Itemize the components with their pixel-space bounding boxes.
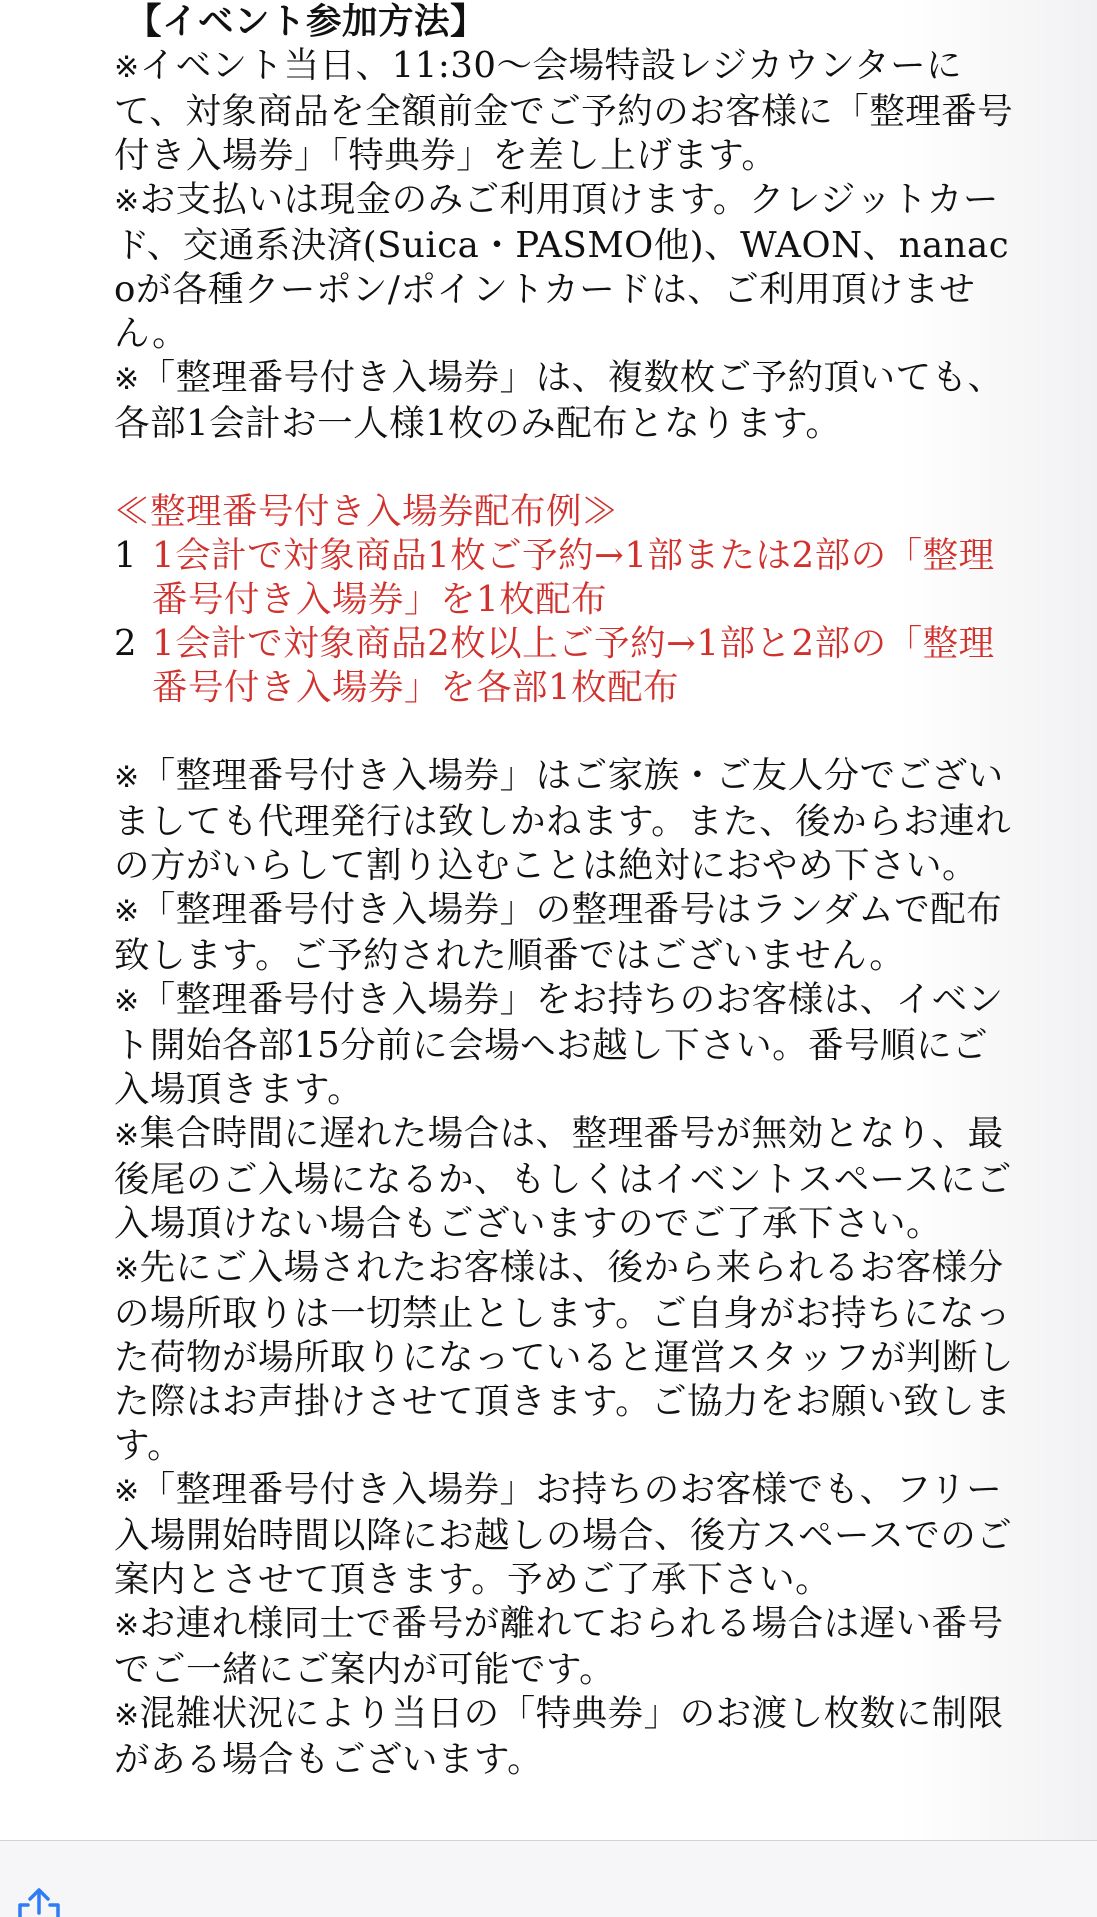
note-paragraph: ※お連れ様同士で番号が離れておられる場合は遅い番号でご一緒にご案内が可能です。 <box>114 1603 1004 1690</box>
share-button[interactable] <box>14 1885 64 1917</box>
example-title: ≪整理番号付き入場券配布例≫ <box>114 491 619 532</box>
spacer <box>114 710 1014 754</box>
note-paragraph: ※お支払いは現金のみご利用頂けます。クレジットカード、交通系決済(Suica・PASMO他)、WAON、nanacoが各種クーポン/ポイントカードは、ご利用頂けません。 <box>114 179 1010 354</box>
example-item-number: 2 <box>114 623 138 664</box>
example-item-number: 1 <box>114 535 138 576</box>
spacer <box>114 446 1014 490</box>
note-paragraph: ※「整理番号付き入場券」はご家族・ご友人分でございましても代理発行は致しかねます。また、後からお連れの方がいらして割り込むことは絶対におやめ下さい。 <box>114 755 1012 886</box>
note-paragraph: ※「整理番号付き入場券」をお持ちのお客様は、イベント開始各部15分前に会場へお越し下さい。番号順にご入場頂きます。 <box>114 979 1004 1110</box>
bottom-toolbar <box>0 1840 1097 1917</box>
share-icon <box>14 1885 64 1917</box>
example-item <box>114 534 1014 622</box>
note-paragraph: ※「整理番号付き入場券」お持ちのお客様でも、フリー入場開始時間以降にお越しの場合、後方スペースでのご案内とさせて頂きます。予めご了承下さい。 <box>114 1469 1013 1600</box>
example-item-text: 1会計で対象商品2枚以上ご予約→1部と2部の「整理番号付き入場券」を各部1枚配布 <box>152 623 995 708</box>
note-paragraph: ※先にご入場されたお客様は、後から来られるお客様分の場所取りは一切禁止とします。ご自身がお持ちになった荷物が場所取りになっていると運営スタッフが判断した際はお声掛けさせて頂きます。ご協力をお願い致します。 <box>114 1247 1015 1466</box>
note-paragraph: ※混雑状況により当日の「特典券」のお渡し枚数に制限がある場合もございます。 <box>114 1693 1004 1780</box>
note-paragraph: ※集合時間に遅れた場合は、整理番号が無効となり、最後尾のご入場になるか、もしくはイベントスペースにご入場頂けない場合もございますのでご了承下さい。 <box>114 1113 1012 1244</box>
example-item <box>114 622 1014 710</box>
note-paragraph: ※「整理番号付き入場券」の整理番号はランダムで配布致します。ご予約された順番ではございません。 <box>114 889 1003 976</box>
note-paragraph: ※「整理番号付き入場券」は、複数枚ご予約頂いても、各部1会計お一人様1枚のみ配布となります。 <box>114 357 1004 444</box>
example-item-text: 1会計で対象商品1枚ご予約→1部または2部の「整理番号付き入場券」を1枚配布 <box>152 535 995 620</box>
article-body <box>114 0 1014 1782</box>
note-paragraph: ※イベント当日、11:30〜会場特設レジカウンターにて、対象商品を全額前金でご予約のお客様に「整理番号付き入場券」「特典券」を差し上げます。 <box>114 45 1014 176</box>
section-heading: 【イベント参加方法】 <box>126 1 487 42</box>
